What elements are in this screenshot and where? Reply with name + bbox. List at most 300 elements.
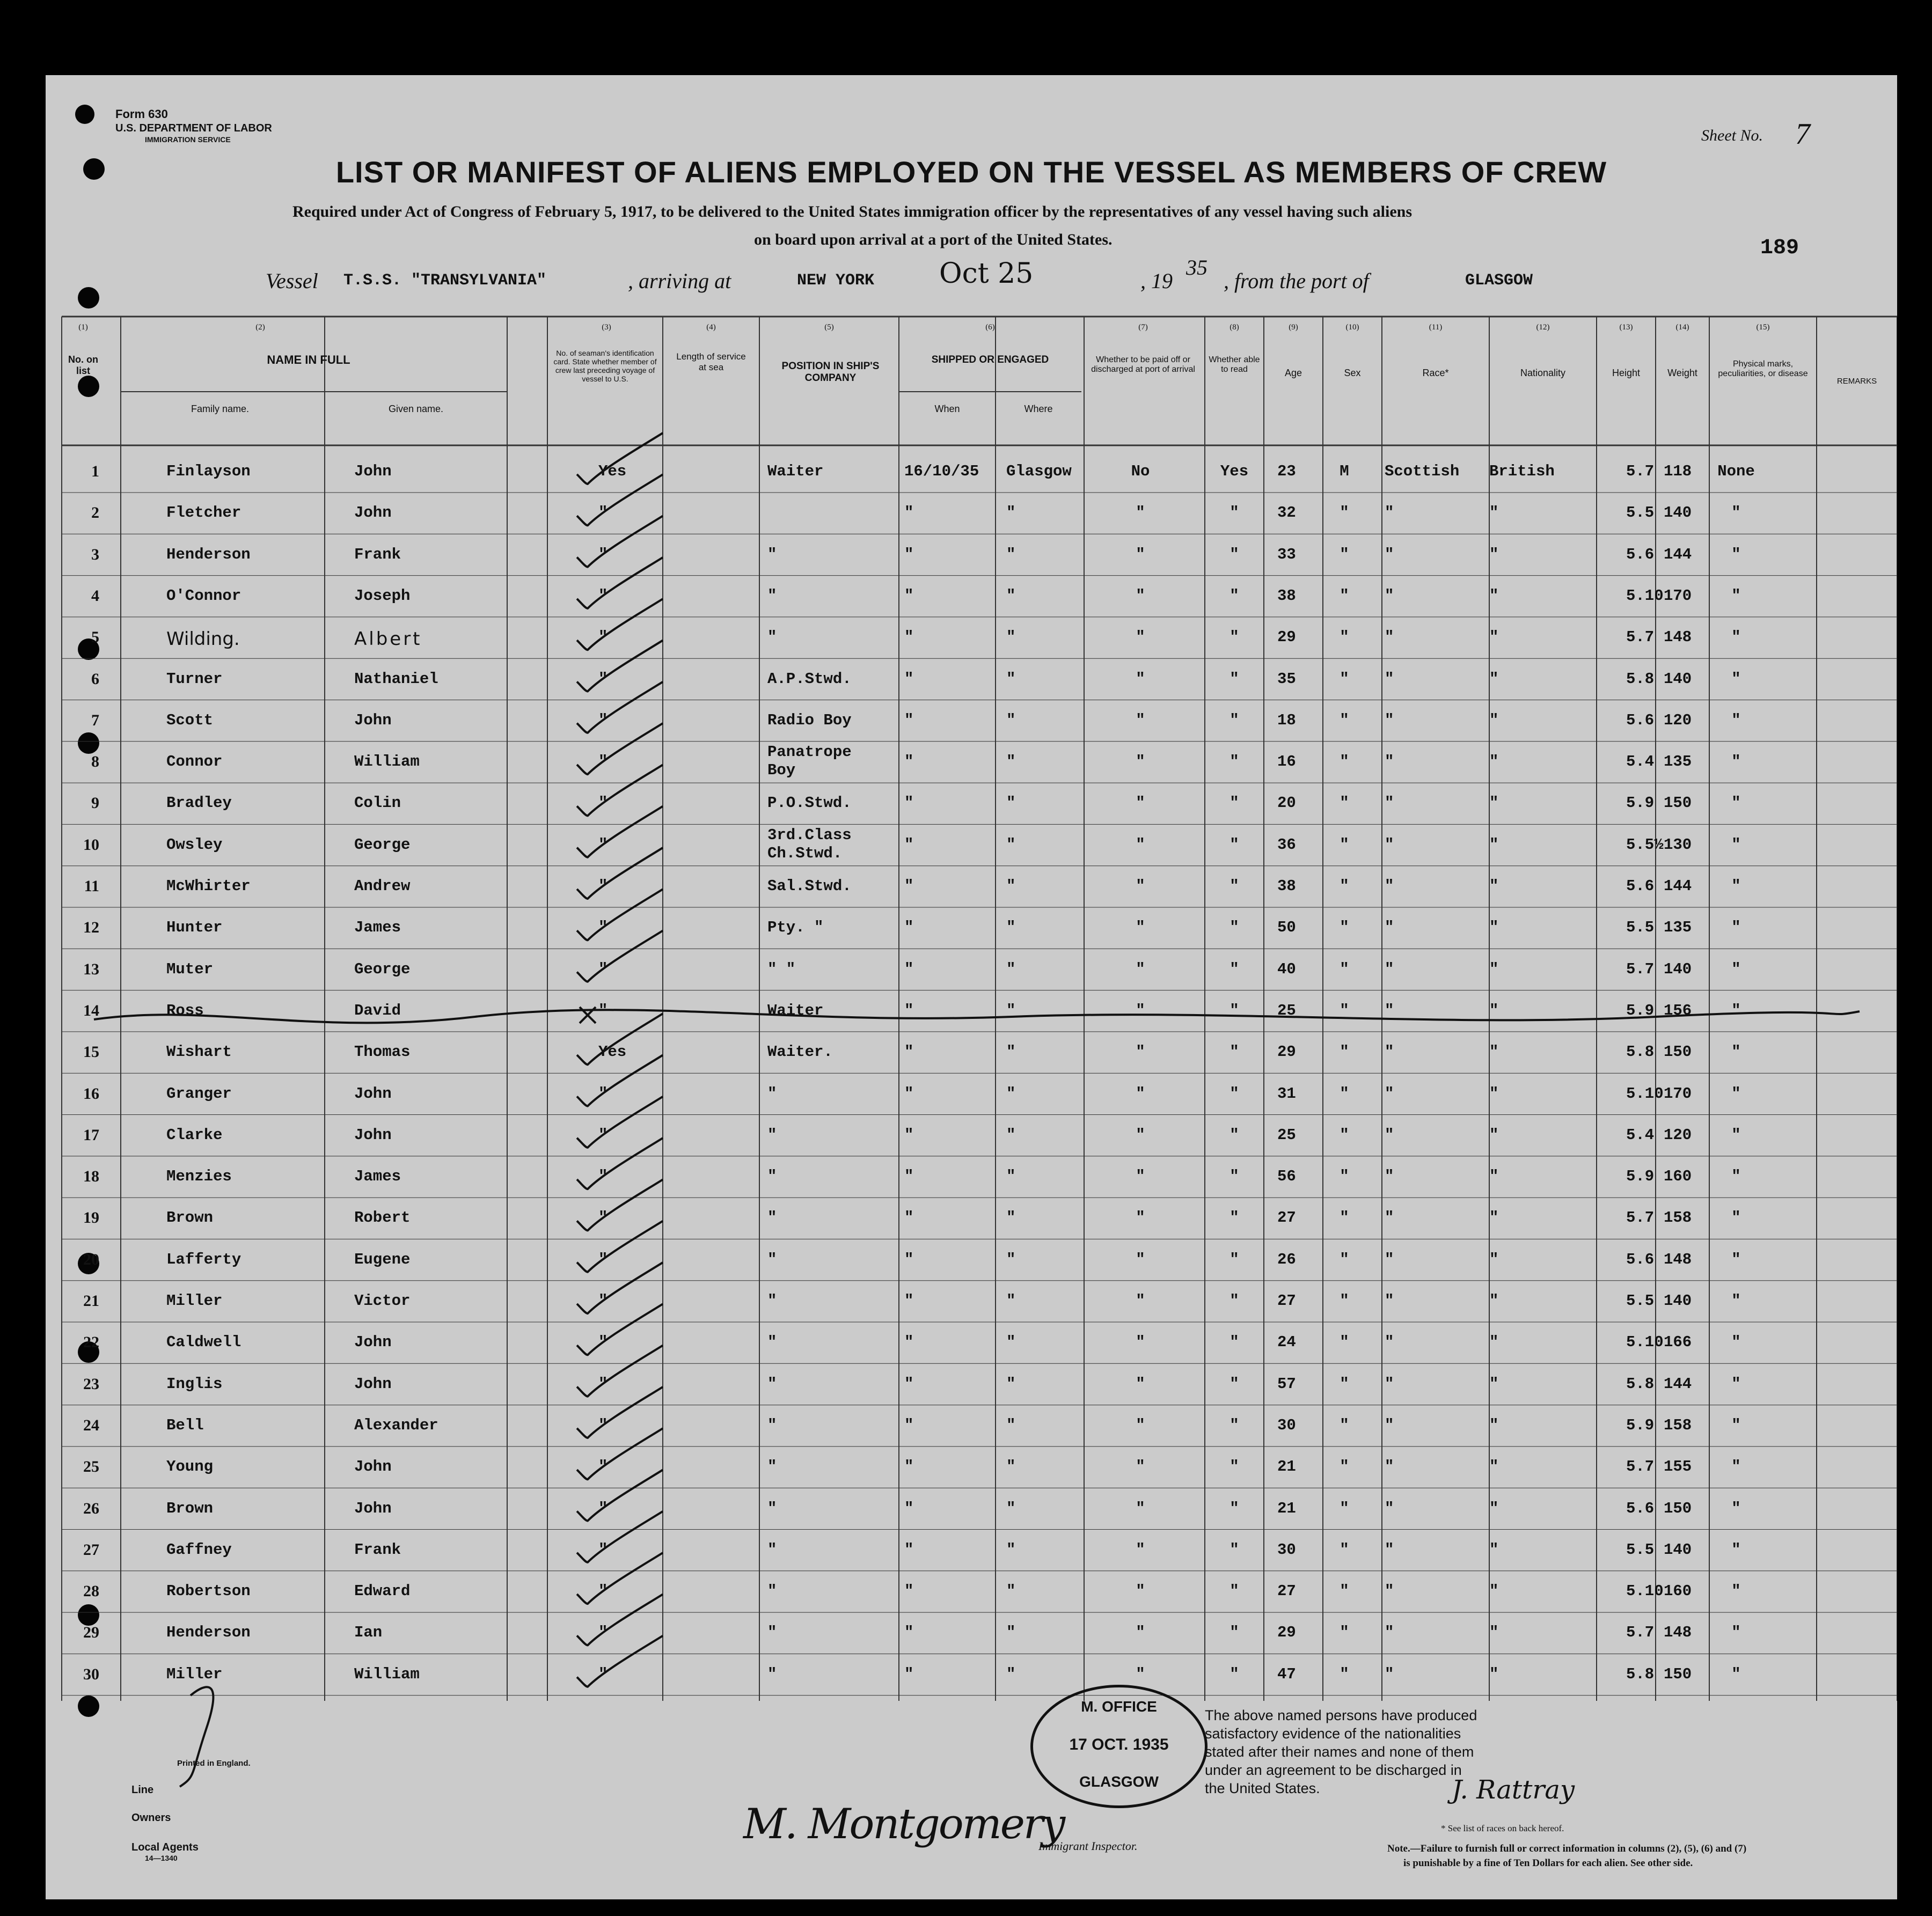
cell-nationality: " (1489, 1292, 1499, 1310)
cell-where: " (1006, 1126, 1016, 1144)
cell-race: " (1385, 1250, 1394, 1268)
cell-family: Clarke (166, 1126, 223, 1144)
cell-sex: " (1340, 1582, 1349, 1601)
cell-height: 5.9 (1626, 794, 1655, 812)
cell-nationality: " (1489, 1084, 1499, 1103)
cell-race: " (1385, 1168, 1394, 1186)
cell-marks: " (1731, 1168, 1741, 1186)
cell-paid: " (1136, 504, 1145, 522)
vessel-name: T.S.S. "TRANSYLVANIA" (343, 271, 547, 290)
cell-sex: " (1340, 960, 1349, 978)
cell-read: " (1230, 1126, 1239, 1144)
cell-age: 30 (1277, 1540, 1296, 1559)
cell-when: " (904, 1043, 914, 1061)
col-13-number: (13) (1619, 323, 1633, 332)
cell-height: 5.9 (1626, 1416, 1655, 1434)
agents-code: 14—1340 (145, 1854, 178, 1862)
cell-height: 5.10 (1626, 1582, 1664, 1601)
cell-family: Brown (166, 1209, 214, 1227)
cell-read: " (1230, 1333, 1239, 1352)
evidence-line: satisfactory evidence of the nationalities (1205, 1726, 1461, 1742)
from-port-label: , from the port of (1224, 269, 1369, 293)
cell-where: " (1006, 1499, 1016, 1517)
cell-family: Caldwell (166, 1333, 241, 1352)
cell-given: Edward (354, 1582, 411, 1601)
cell-race: " (1385, 1375, 1394, 1393)
row-number: 30 (83, 1665, 99, 1683)
cell-position: " (767, 1624, 777, 1642)
row-number: 19 (83, 1209, 99, 1227)
immigration-office-stamp (1030, 1685, 1208, 1808)
cell-paid: " (1136, 1250, 1145, 1268)
cell-race: " (1385, 711, 1394, 729)
remarks-header: REMARKS (1836, 377, 1877, 386)
cell-race: " (1385, 1416, 1394, 1434)
cell-age: 38 (1277, 586, 1296, 605)
row-number: 3 (91, 545, 99, 563)
cell-race: " (1385, 628, 1394, 647)
cell-marks: " (1731, 835, 1741, 854)
row-number: 12 (83, 919, 99, 937)
cell-when: " (904, 1292, 914, 1310)
cell-race: " (1385, 1209, 1394, 1227)
cell-when: " (904, 504, 914, 522)
cell-given: John (354, 1458, 392, 1476)
cell-read: " (1230, 628, 1239, 647)
cell-marks: " (1731, 1375, 1741, 1393)
cell-read: " (1230, 545, 1239, 563)
cell-given: William (354, 753, 420, 771)
cell-sex: " (1340, 1499, 1349, 1517)
cell-family: Menzies (166, 1168, 232, 1186)
cell-age: 29 (1277, 1624, 1296, 1642)
cell-given: Nathaniel (354, 670, 438, 688)
cell-age: 16 (1277, 753, 1296, 771)
cell-where: " (1006, 919, 1016, 937)
cell-paid: " (1136, 1540, 1145, 1559)
cell-position: " (767, 1375, 777, 1393)
cell-nationality: " (1489, 1043, 1499, 1061)
cell-where: " (1006, 1043, 1016, 1061)
cell-sex: " (1340, 1375, 1349, 1393)
cell-age: 27 (1277, 1582, 1296, 1601)
cell-read: " (1230, 711, 1239, 729)
cell-race: " (1385, 1126, 1394, 1144)
cell-nationality: " (1489, 504, 1499, 522)
cell-sex: " (1340, 711, 1349, 729)
row-number: 2 (91, 504, 99, 522)
col-15-number: (15) (1756, 323, 1770, 332)
cell-where: " (1006, 1084, 1016, 1103)
cell-given: Victor (354, 1292, 411, 1310)
cell-where: " (1006, 877, 1016, 895)
master-signature: J. Rattray (1452, 1775, 1575, 1805)
cell-where: " (1006, 1416, 1016, 1434)
cell-position: " (767, 1499, 777, 1517)
cell-marks: " (1731, 670, 1741, 688)
col-6-header: SHIPPED OR ENGAGED (931, 354, 1049, 365)
cell-position: " (767, 1458, 777, 1476)
cell-when: " (904, 1001, 914, 1019)
cell-where: " (1006, 960, 1016, 978)
cell-paid: " (1136, 919, 1145, 937)
cell-where: " (1006, 545, 1016, 563)
cell-paid: " (1136, 1375, 1145, 1393)
cell-nationality: " (1489, 1001, 1499, 1019)
cell-height: 5.8 (1626, 1665, 1655, 1683)
col-14-number: (14) (1675, 323, 1689, 332)
cell-age: 25 (1277, 1126, 1296, 1144)
cell-when: " (904, 670, 914, 688)
cell-read: " (1230, 1001, 1239, 1019)
col-12-number: (12) (1536, 323, 1550, 332)
cell-marks: " (1731, 1209, 1741, 1227)
cell-read: " (1230, 1168, 1239, 1186)
cell-age: 24 (1277, 1333, 1296, 1352)
row-number: 16 (83, 1084, 99, 1103)
cell-weight: 148 (1664, 1624, 1692, 1642)
cell-family: Owsley (166, 835, 223, 854)
cell-age: 35 (1277, 670, 1296, 688)
cell-position: Radio Boy (767, 711, 852, 729)
cell-family: Bell (166, 1416, 204, 1434)
cell-position: " " (767, 960, 796, 978)
cell-height: 5.4 (1626, 753, 1655, 771)
row-number: 29 (83, 1624, 99, 1642)
cell-nationality: British (1489, 463, 1555, 480)
cell-sex: " (1340, 877, 1349, 895)
cell-when: " (904, 1540, 914, 1559)
cell-family: Inglis (166, 1375, 223, 1393)
cell-race: " (1385, 670, 1394, 688)
cell-read: " (1230, 794, 1239, 812)
cell-where: " (1006, 1209, 1016, 1227)
cell-marks: " (1731, 960, 1741, 978)
cell-when: " (904, 794, 914, 812)
cell-member: " (598, 1209, 608, 1227)
cell-when: " (904, 628, 914, 647)
cell-nationality: " (1489, 1333, 1499, 1352)
cell-paid: " (1136, 1416, 1145, 1434)
row-number: 21 (83, 1292, 99, 1310)
row-number: 6 (91, 670, 99, 688)
crew-table-body (46, 75, 1897, 1899)
cell-paid: " (1136, 1043, 1145, 1061)
cell-read: " (1230, 504, 1239, 522)
cell-nationality: " (1489, 753, 1499, 771)
cell-race: " (1385, 835, 1394, 854)
cell-family: Turner (166, 670, 223, 688)
cell-position: " (767, 586, 777, 605)
cell-given: Frank (354, 545, 401, 563)
cell-height: 5.6 (1626, 1499, 1655, 1517)
cell-sex: " (1340, 835, 1349, 854)
cell-marks: " (1731, 1250, 1741, 1268)
cell-marks: " (1731, 1333, 1741, 1352)
cell-when: " (904, 1458, 914, 1476)
cell-member: " (598, 628, 608, 647)
cell-member: " (598, 1375, 608, 1393)
cell-marks: " (1731, 1665, 1741, 1683)
cell-family: Henderson (166, 545, 251, 563)
cell-read: " (1230, 1499, 1239, 1517)
cell-nationality: " (1489, 1250, 1499, 1268)
cell-paid: " (1136, 1333, 1145, 1352)
cell-when: " (904, 753, 914, 771)
cell-marks: " (1731, 1582, 1741, 1601)
cell-age: 47 (1277, 1665, 1296, 1683)
cell-when: " (904, 835, 914, 854)
cell-nationality: " (1489, 670, 1499, 688)
cell-read: " (1230, 1292, 1239, 1310)
cell-given: John (354, 463, 392, 480)
cell-height: 5.9 (1626, 1168, 1655, 1186)
cell-family: McWhirter (166, 877, 251, 895)
cell-height: 5.5 (1626, 1540, 1655, 1559)
cell-sex: " (1340, 504, 1349, 522)
row-number: 14 (83, 1001, 99, 1019)
col-4-header: Length of service at sea (676, 351, 746, 372)
cell-position: " (767, 1333, 777, 1352)
cell-member: " (598, 877, 608, 895)
cell-given: David (354, 1001, 401, 1019)
cell-given: John (354, 711, 392, 729)
cell-position: " (767, 1582, 777, 1601)
col-10-header: Sex (1344, 368, 1361, 378)
cell-sex: " (1340, 1250, 1349, 1268)
races-note: * See list of races on back hereof. (1441, 1823, 1564, 1833)
cell-nationality: " (1489, 628, 1499, 647)
col-3-header: No. of seaman's identification card. State whether member of crew last preceding voyage of vessel to U.S. (553, 349, 657, 384)
cell-sex: " (1340, 1292, 1349, 1310)
cell-age: 50 (1277, 919, 1296, 937)
cell-read: " (1230, 753, 1239, 771)
cell-sex: " (1340, 1540, 1349, 1559)
cell-nationality: " (1489, 545, 1499, 563)
cell-weight: 135 (1664, 919, 1692, 937)
cell-family: Brown (166, 1499, 214, 1517)
cell-where: " (1006, 1292, 1016, 1310)
cell-read: " (1230, 1665, 1239, 1683)
cell-position: Waiter. (767, 1043, 833, 1061)
cell-given: John (354, 1333, 392, 1352)
cell-weight: 150 (1664, 1499, 1692, 1517)
cell-weight: 144 (1664, 877, 1692, 895)
cell-member: " (598, 835, 608, 854)
cell-nationality: " (1489, 586, 1499, 605)
printed-in: Printed in England. (177, 1759, 251, 1768)
cell-paid: " (1136, 545, 1145, 563)
cell-member: Yes (598, 463, 627, 480)
cell-family: Lafferty (166, 1250, 241, 1268)
cell-race: " (1385, 586, 1394, 605)
col-4-number: (4) (706, 323, 716, 332)
cell-nationality: " (1489, 877, 1499, 895)
cell-race: " (1385, 1540, 1394, 1559)
cell-age: 33 (1277, 545, 1296, 563)
cell-position: " (767, 1250, 777, 1268)
sheet-label: Sheet No. (1701, 127, 1763, 144)
col-8-number: (8) (1230, 323, 1239, 332)
cell-where: " (1006, 711, 1016, 729)
col-11-header: Race* (1422, 368, 1449, 378)
evidence-line: under an agreement to be discharged in (1205, 1762, 1462, 1778)
cell-paid: " (1136, 1084, 1145, 1103)
cell-paid: " (1136, 835, 1145, 854)
cell-marks: " (1731, 1084, 1741, 1103)
cell-paid: " (1136, 1582, 1145, 1601)
cell-position: Sal.Stwd. (767, 877, 852, 895)
cell-given: James (354, 1168, 401, 1186)
cell-when: " (904, 1499, 914, 1517)
cell-height: 5.7 (1626, 960, 1655, 978)
cell-height: 5.8 (1626, 1375, 1655, 1393)
col-5-number: (5) (824, 323, 834, 332)
cell-where: " (1006, 1375, 1016, 1393)
row-number: 8 (91, 753, 99, 771)
cell-family: O'Connor (166, 586, 241, 605)
cell-race: " (1385, 1292, 1394, 1310)
arrival-date: Oct 25 (939, 258, 1034, 290)
cell-position: Waiter (767, 463, 824, 480)
cell-position: " (767, 1084, 777, 1103)
row-number: 17 (83, 1126, 99, 1144)
col-10-number: (10) (1345, 323, 1359, 332)
cell-paid: " (1136, 960, 1145, 978)
cell-weight: 155 (1664, 1458, 1692, 1476)
cell-sex: " (1340, 794, 1349, 812)
cell-read: " (1230, 1458, 1239, 1476)
row-number: 24 (83, 1416, 99, 1434)
cell-member: Yes (598, 1043, 627, 1061)
cell-height: 5.6 (1626, 545, 1655, 563)
col-8-header: Whether able to read (1209, 355, 1260, 375)
cell-read: " (1230, 1540, 1239, 1559)
cell-where: " (1006, 1001, 1016, 1019)
col-3-number: (3) (602, 323, 611, 332)
cell-read: " (1230, 960, 1239, 978)
cell-where: Glasgow (1006, 463, 1072, 480)
cell-height: 5.5 (1626, 504, 1655, 522)
line-label: Line (131, 1784, 154, 1796)
cell-paid: " (1136, 628, 1145, 647)
cell-when: " (904, 1250, 914, 1268)
cell-race: " (1385, 1582, 1394, 1601)
cell-given: Albert (354, 628, 422, 650)
cell-given: John (354, 504, 392, 522)
cell-read: " (1230, 919, 1239, 937)
cell-family: Finlayson (166, 463, 251, 480)
cell-sex: " (1340, 628, 1349, 647)
cell-family: Connor (166, 753, 223, 771)
cell-given: George (354, 835, 411, 854)
cell-family: Miller (166, 1665, 223, 1683)
cell-paid: " (1136, 670, 1145, 688)
cell-race: " (1385, 1458, 1394, 1476)
cell-weight: 135 (1664, 753, 1692, 771)
cell-weight: 160 (1664, 1168, 1692, 1186)
cell-paid: " (1136, 794, 1145, 812)
arriving-label: , arriving at (628, 269, 731, 293)
year-label: , 19 (1140, 269, 1173, 293)
cell-height: 5.7 (1626, 628, 1655, 647)
cell-weight: 160 (1664, 1582, 1692, 1601)
cell-given: John (354, 1499, 392, 1517)
cell-height: 5.5½ (1626, 835, 1664, 854)
row-number: 13 (83, 960, 99, 978)
cell-race: " (1385, 1499, 1394, 1517)
cell-member: " (598, 545, 608, 563)
row-number: 1 (91, 463, 99, 480)
cell-member: " (598, 586, 608, 605)
cell-member: " (598, 753, 608, 771)
cell-paid: " (1136, 1168, 1145, 1186)
requirement-text-cont: on board upon arrival at a port of the United States. (754, 231, 1113, 248)
requirement-text: Required under Act of Congress of February 5, 1917, to be delivered to the United States immigration officer by the representatives of any vessel having such aliens (292, 203, 1412, 221)
cell-position: " (767, 1209, 777, 1227)
cell-where: " (1006, 794, 1016, 812)
cell-age: 40 (1277, 960, 1296, 978)
cell-where: " (1006, 586, 1016, 605)
cell-sex: " (1340, 1665, 1349, 1683)
col-2-number: (2) (255, 323, 265, 332)
cell-read: " (1230, 1250, 1239, 1268)
cell-position: A.P.Stwd. (767, 670, 852, 688)
cell-when: " (904, 960, 914, 978)
cell-family: Muter (166, 960, 214, 978)
page-number: 189 (1760, 236, 1799, 260)
stamp-top: M. OFFICE (1081, 1698, 1157, 1715)
cell-given: George (354, 960, 411, 978)
cell-member: " (598, 711, 608, 729)
cell-member: " (598, 504, 608, 522)
cell-age: 26 (1277, 1250, 1296, 1268)
vessel-label: Vessel (266, 269, 318, 293)
cell-where: " (1006, 1665, 1016, 1683)
cell-position: " (767, 628, 777, 647)
cell-age: 29 (1277, 628, 1296, 647)
row-number: 18 (83, 1168, 99, 1186)
cell-race: " (1385, 504, 1394, 522)
cell-age: 21 (1277, 1499, 1296, 1517)
cell-age: 27 (1277, 1209, 1296, 1227)
cell-where: " (1006, 1540, 1016, 1559)
cell-nationality: " (1489, 1665, 1499, 1683)
cell-position: " (767, 1665, 777, 1683)
cell-read: " (1230, 877, 1239, 895)
cell-nationality: " (1489, 835, 1499, 854)
cell-member: " (598, 1126, 608, 1144)
cell-sex: " (1340, 670, 1349, 688)
cell-race: " (1385, 919, 1394, 937)
cell-where: " (1006, 753, 1016, 771)
cell-read: " (1230, 670, 1239, 688)
cell-family: Henderson (166, 1624, 251, 1642)
row-number: 5 (91, 628, 99, 647)
cell-race: " (1385, 753, 1394, 771)
cell-member: " (598, 794, 608, 812)
col-7-number: (7) (1138, 323, 1148, 332)
cell-height: 5.7 (1626, 1209, 1655, 1227)
cell-sex: " (1340, 545, 1349, 563)
stamp-bottom: GLASGOW (1079, 1773, 1159, 1790)
cell-given: Ian (354, 1624, 383, 1642)
cell-race: " (1385, 960, 1394, 978)
cell-read: " (1230, 1084, 1239, 1103)
evidence-line: the United States. (1205, 1780, 1320, 1796)
cell-nationality: " (1489, 1416, 1499, 1434)
cell-weight: 150 (1664, 794, 1692, 812)
